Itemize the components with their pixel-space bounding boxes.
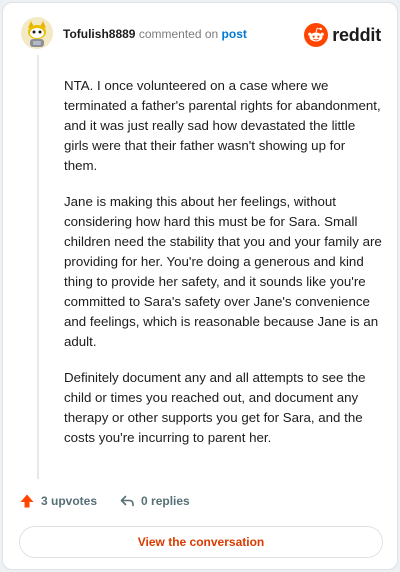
reddit-logo[interactable] (304, 21, 381, 49)
upvote-count: 3 upvotes (41, 494, 98, 508)
upvote-button[interactable] (19, 493, 97, 509)
comment-header (19, 17, 381, 53)
comment-paragraph: Definitely document any and all attempts to see the child or times you reached out, and document any therapy or other supports you get for Sara, and the costs you're incurring to parent her. (64, 370, 366, 445)
comment-meta (63, 27, 247, 41)
action-text: commented on (138, 27, 219, 41)
comment-body (64, 76, 382, 464)
reply-button[interactable] (119, 493, 190, 509)
username-link[interactable]: Tofulish8889 (63, 27, 136, 41)
reddit-snoo-icon (304, 23, 328, 47)
comment-actions (19, 489, 212, 513)
snoo-avatar-icon (21, 17, 53, 49)
view-conversation-button[interactable]: View the conversation (19, 526, 383, 558)
reply-count: 0 replies (141, 494, 190, 508)
thread-line (37, 55, 39, 479)
post-link[interactable]: post (221, 27, 247, 41)
user-avatar[interactable] (21, 17, 53, 49)
reply-arrow-icon (119, 493, 135, 509)
upvote-arrow-icon (19, 493, 35, 509)
reddit-wordmark: reddit (332, 24, 381, 45)
comment-card (2, 2, 398, 570)
comment-paragraph: NTA. I once volunteered on a case where we terminated a father's parental rights for abandonment, and it was just really sad how devastated the little girls were that their father wasn't showing up for them. (64, 78, 381, 173)
comment-paragraph: Jane is making this about her feelings, without considering how hard this must be for Sara. Small children need the stability that you and your family are providing for her. You're doing a generous and kind thing to provide her safety, and it sounds like you're committed to Sara's safety over Jane's convenience and feelings, which is reasonable because Jane is an adult. (64, 194, 382, 349)
